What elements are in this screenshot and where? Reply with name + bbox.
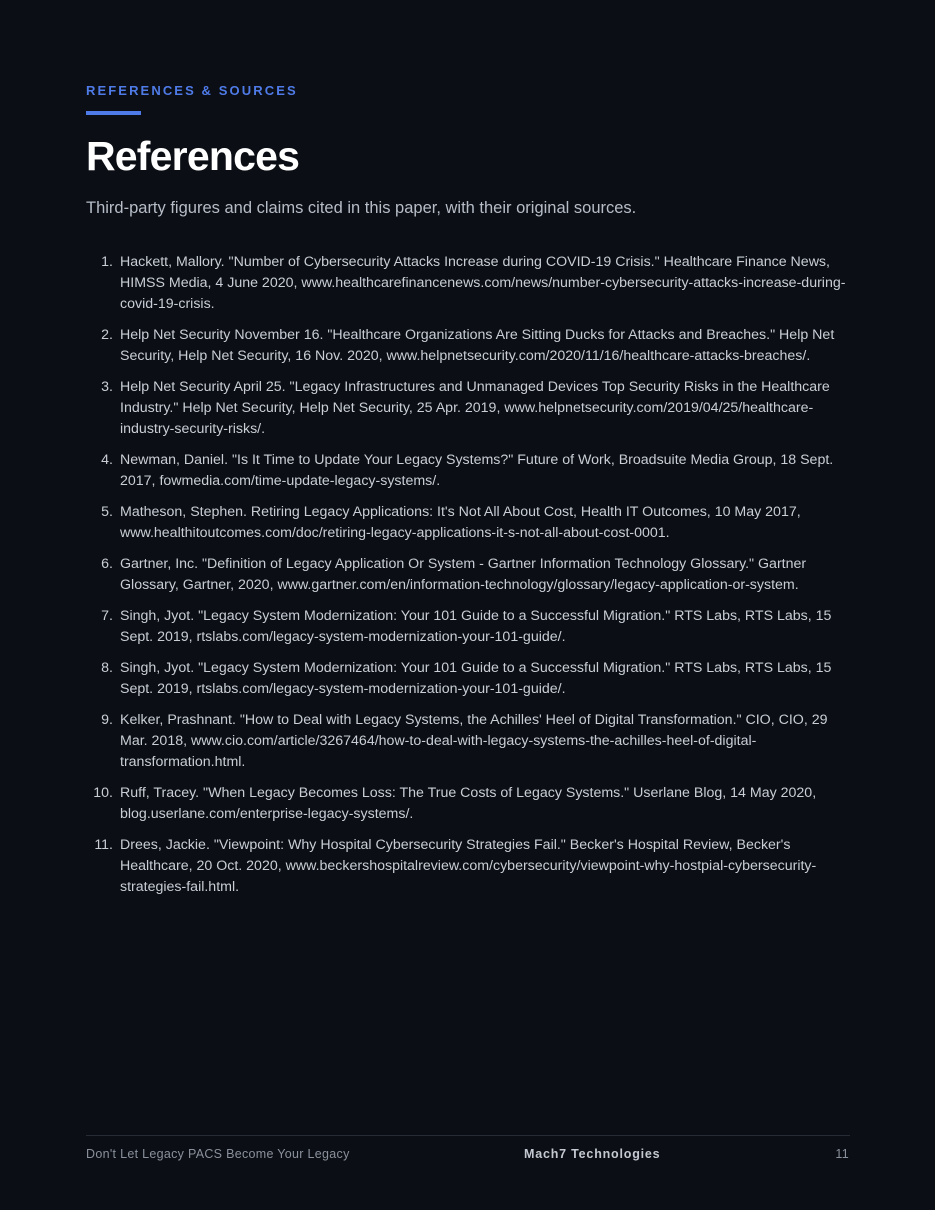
reference-item — [86, 554, 850, 596]
reference-list — [86, 252, 850, 908]
reference-number: 3. — [101, 379, 113, 395]
reference-number: 1. — [101, 254, 113, 270]
reference-item — [86, 710, 850, 773]
reference-text: Help Net Security April 25. "Legacy Infrastructures and Unmanaged Devices Top Security Risks in the Healthcare Industry." Help Net Security, Help Net Security, 25 Apr. 2019, www.helpnetsecurity.com/2019/04/25/healthcare-industry-security-risks/. — [120, 379, 830, 437]
footer-page-number: 11 — [835, 1147, 849, 1161]
page-subtitle: Third-party figures and claims cited in this paper, with their original sources. — [86, 199, 637, 217]
reference-number: 7. — [101, 608, 113, 624]
reference-number: 5. — [101, 504, 113, 520]
reference-item — [86, 606, 850, 648]
reference-text: Ruff, Tracey. "When Legacy Becomes Loss: The True Costs of Legacy Systems." Userlane Blog, 14 May 2020, blog.userlane.com/enterprise-legacy-systems/. — [120, 785, 817, 822]
reference-text: Hackett, Mallory. "Number of Cybersecurity Attacks Increase during COVID-19 Crisis." Healthcare Finance News, HIMSS Media, 4 June 2020, www.healthcarefinancenews.com/news/number-cybersecurity-attacks-increase-during-covid-19-crisis. — [120, 254, 846, 312]
reference-text: Drees, Jackie. "Viewpoint: Why Hospital Cybersecurity Strategies Fail." Becker's Hospital Review, Becker's Healthcare, 20 Oct. 2020, www.beckershospitalreview.com/cybersecurity/viewpoint-why-hostpial-cybersecurity-strategies-fail.html. — [120, 837, 817, 895]
reference-text: Matheson, Stephen. Retiring Legacy Applications: It's Not All About Cost, Health IT Outcomes, 10 May 2017, www.healthitoutcomes.com/doc/retiring-legacy-applications-it-s-not-all-about-cost-0001. — [120, 504, 801, 541]
reference-number: 6. — [101, 556, 113, 572]
reference-number: 4. — [101, 452, 113, 468]
footer-document-title: Don't Let Legacy PACS Become Your Legacy — [86, 1147, 350, 1161]
reference-number: 9. — [101, 712, 113, 728]
reference-text: Kelker, Prashnant. "How to Deal with Legacy Systems, the Achilles' Heel of Digital Transformation." CIO, CIO, 29 Mar. 2018, www.cio.com/article/3267464/how-to-deal-with-legacy-systems-the-achilles-heel-of-digital-transformation.html. — [120, 712, 828, 770]
reference-item — [86, 252, 850, 315]
reference-text: Help Net Security November 16. "Healthcare Organizations Are Sitting Ducks for Attacks and Breaches." Help Net Security, Help Net Security, 16 Nov. 2020, www.helpnetsecurity.com/2020/11/16/healthcare-attacks-breaches/. — [120, 327, 835, 364]
reference-item — [86, 783, 850, 825]
section-eyebrow: REFERENCES & SOURCES — [86, 83, 298, 98]
reference-item — [86, 450, 850, 492]
reference-text: Singh, Jyot. "Legacy System Modernization: Your 101 Guide to a Successful Migration." RTS Labs, RTS Labs, 15 Sept. 2019, rtslabs.com/legacy-system-modernization-your-101-guide/. — [120, 608, 832, 645]
reference-number: 8. — [101, 660, 113, 676]
reference-text: Gartner, Inc. "Definition of Legacy Application Or System - Gartner Information Technology Glossary." Gartner Glossary, Gartner, 2020, www.gartner.com/en/information-technology/glossary/legacy-application-or-system. — [120, 556, 807, 593]
page-title: References — [86, 133, 300, 179]
reference-item — [86, 502, 850, 544]
reference-text: Newman, Daniel. "Is It Time to Update Your Legacy Systems?" Future of Work, Broadsuite Media Group, 18 Sept. 2017, fowmedia.com/time-update-legacy-systems/. — [120, 452, 834, 489]
reference-text: Singh, Jyot. "Legacy System Modernization: Your 101 Guide to a Successful Migration." RTS Labs, RTS Labs, 15 Sept. 2019, rtslabs.com/legacy-system-modernization-your-101-guide/. — [120, 660, 832, 697]
reference-number: 2. — [101, 327, 113, 343]
footer-divider — [86, 1135, 850, 1136]
reference-item — [86, 325, 850, 367]
reference-item — [86, 835, 850, 898]
reference-item — [86, 377, 850, 440]
eyebrow-accent-rule — [86, 111, 141, 115]
reference-number: 10. — [93, 785, 113, 801]
reference-item — [86, 658, 850, 700]
reference-number: 11. — [94, 837, 113, 853]
footer-company-name: Mach7 Technologies — [524, 1147, 661, 1161]
